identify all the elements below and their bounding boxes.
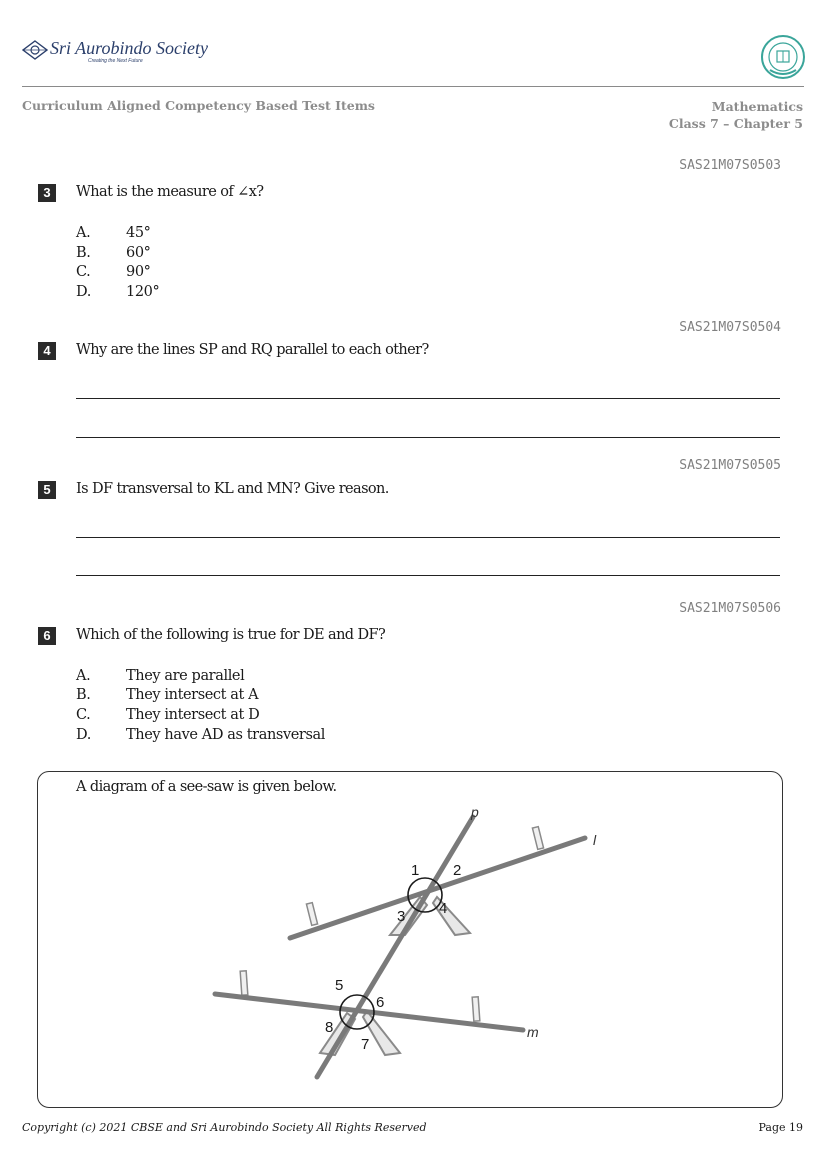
option-letter: A. (76, 668, 91, 684)
question-number: 3 (38, 184, 56, 202)
option-text: They intersect at A (126, 687, 259, 703)
label-p: p (471, 805, 479, 820)
subject: Mathematics (711, 99, 803, 114)
option-a[interactable] (76, 666, 244, 686)
option-letter: D. (76, 284, 91, 300)
cbse-seal-icon (760, 34, 806, 80)
option-text: 90° (126, 264, 151, 280)
option-d[interactable] (76, 282, 159, 302)
answer-line[interactable] (76, 398, 780, 399)
angle-label-2: 2 (453, 862, 462, 879)
question-text: What is the measure of ∠x? (76, 184, 264, 200)
option-b[interactable] (76, 685, 258, 705)
option-b[interactable] (76, 243, 151, 263)
question-text: Is DF transversal to KL and MN? Give reason. (76, 481, 389, 497)
angle-label-4: 4 (439, 900, 448, 917)
label-l: l (593, 832, 597, 848)
question-text: Which of the following is true for DE and DF? (76, 627, 386, 643)
question-text: Why are the lines SP and RQ parallel to each other? (76, 342, 429, 358)
option-text: They are parallel (126, 668, 245, 684)
angle-label-7: 7 (361, 1036, 370, 1053)
document-title: Curriculum Aligned Competency Based Test Items (22, 98, 375, 113)
org-tagline: Creating the Next Future (88, 58, 143, 64)
option-letter: C. (76, 264, 91, 280)
question-number: 5 (38, 481, 56, 499)
header-divider (22, 86, 804, 87)
angle-label-1: 1 (411, 862, 420, 879)
class-chapter: Class 7 – Chapter 5 (668, 116, 803, 131)
line-p (317, 817, 473, 1077)
question-number: 6 (38, 627, 56, 645)
page-number: Page 19 (758, 1121, 803, 1134)
question-number: 4 (38, 342, 56, 360)
option-text: 120° (126, 284, 160, 300)
org-name: Sri Aurobindo Society (50, 38, 208, 58)
seesaw-diagram (205, 805, 625, 1085)
society-logo-icon (22, 40, 48, 60)
copyright: Copyright (c) 2021 CBSE and Sri Aurobindo Society All Rights Reserved (22, 1121, 427, 1134)
label-m: m (527, 1024, 539, 1040)
option-c[interactable] (76, 705, 259, 725)
subject-info (669, 98, 803, 132)
seesaw-intro: A diagram of a see-saw is given below. (76, 779, 337, 795)
option-text: 60° (126, 245, 151, 261)
angle-label-3: 3 (397, 908, 406, 925)
line-l (290, 838, 585, 938)
question-code: SAS21M07S0503 (679, 158, 781, 173)
option-text: 45° (126, 225, 151, 241)
answer-line[interactable] (76, 437, 780, 438)
option-letter: B. (76, 687, 91, 703)
option-letter: B. (76, 245, 91, 261)
handles (240, 827, 543, 1022)
option-letter: A. (76, 225, 91, 241)
question-code: SAS21M07S0506 (679, 601, 781, 616)
angle-label-5: 5 (335, 977, 344, 994)
option-text: They intersect at D (126, 707, 260, 723)
option-letter: C. (76, 707, 91, 723)
option-letter: D. (76, 727, 91, 743)
answer-line[interactable] (76, 537, 780, 538)
option-c[interactable] (76, 262, 151, 282)
option-d[interactable] (76, 725, 325, 745)
answer-line[interactable] (76, 575, 780, 576)
angle-label-8: 8 (325, 1019, 334, 1036)
angle-label-6: 6 (376, 994, 385, 1011)
question-code: SAS21M07S0504 (679, 320, 781, 335)
question-code: SAS21M07S0505 (679, 458, 781, 473)
option-text: They have AD as transversal (126, 727, 325, 743)
option-a[interactable] (76, 223, 151, 243)
